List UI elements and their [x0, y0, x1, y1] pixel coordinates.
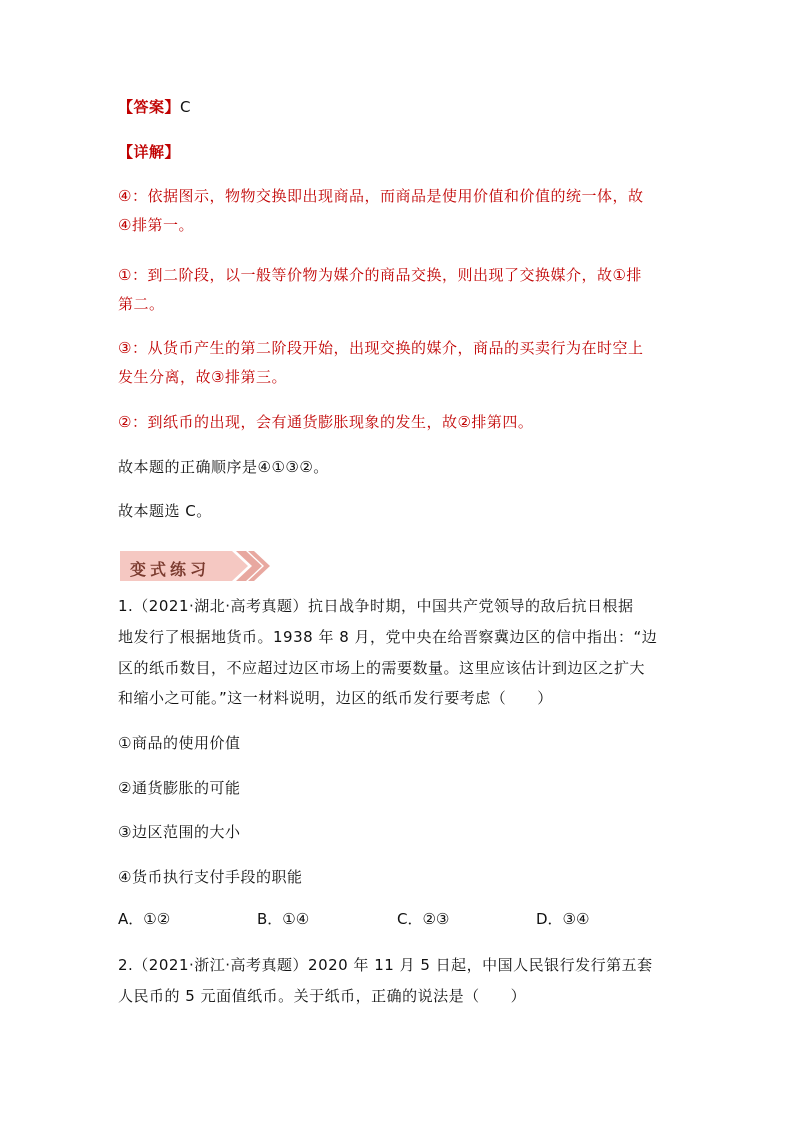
- explanation-line: ④排第一。: [118, 216, 194, 234]
- question-1-item: ②通货膨胀的可能: [118, 779, 241, 797]
- explanation-line: ③：从货币产生的第二阶段开始，出现交换的媒介，商品的买卖行为在时空上: [118, 339, 644, 357]
- explanation-line: ④：依据图示，物物交换即出现商品，而商品是使用价值和价值的统一体，故: [118, 187, 644, 205]
- explanation-line: 发生分离，故③排第三。: [118, 368, 287, 386]
- answer-line: [118, 100, 191, 115]
- answer-value: C: [180, 98, 191, 116]
- option-b: B．①④: [257, 910, 310, 928]
- answer-label: 【答案】: [118, 98, 181, 116]
- section-title: 变式练习: [130, 560, 211, 579]
- explanation-line: 第二。: [118, 295, 165, 313]
- question-1-line: 1.（2021·湖北·高考真题）抗日战争时期，中国共产党领导的敌后抗日根据: [118, 597, 634, 615]
- option-d: D．③④: [536, 910, 590, 928]
- conclusion-line: 故本题选 C。: [118, 502, 212, 520]
- question-1-item: ③边区范围的大小: [118, 823, 241, 841]
- explanation-line: ①：到二阶段，以一般等价物为媒介的商品交换，则出现了交换媒介，故①排: [118, 266, 642, 284]
- question-1-line: 地发行了根据地货币。1938 年 8 月，党中央在给晋察冀边区的信中指出：“边: [118, 628, 658, 646]
- question-1-line: 和缩小之可能。”这一材料说明，边区的纸币发行要考虑（ ）: [118, 689, 553, 707]
- question-2-line: 人民币的 5 元面值纸币。关于纸币，正确的说法是（ ）: [118, 987, 527, 1005]
- question-2-line: 2.（2021·浙江·高考真题）2020 年 11 月 5 日起，中国人民银行发行第五套: [118, 956, 653, 974]
- conclusion-line: 故本题的正确顺序是④①③②。: [118, 458, 329, 476]
- question-1-item: ①商品的使用价值: [118, 734, 241, 752]
- question-1-line: 区的纸币数目，不应超过边区市场上的需要数量。这里应该估计到边区之扩大: [118, 659, 646, 677]
- detail-label: 【详解】: [118, 143, 181, 161]
- option-a: A．①②: [118, 910, 171, 928]
- question-1-item: ④货币执行支付手段的职能: [118, 868, 303, 886]
- explanation-line: ②：到纸币的出现，会有通货膨胀现象的发生，故②排第四。: [118, 413, 534, 431]
- option-c: C．②③: [397, 910, 450, 928]
- section-banner: [120, 549, 270, 583]
